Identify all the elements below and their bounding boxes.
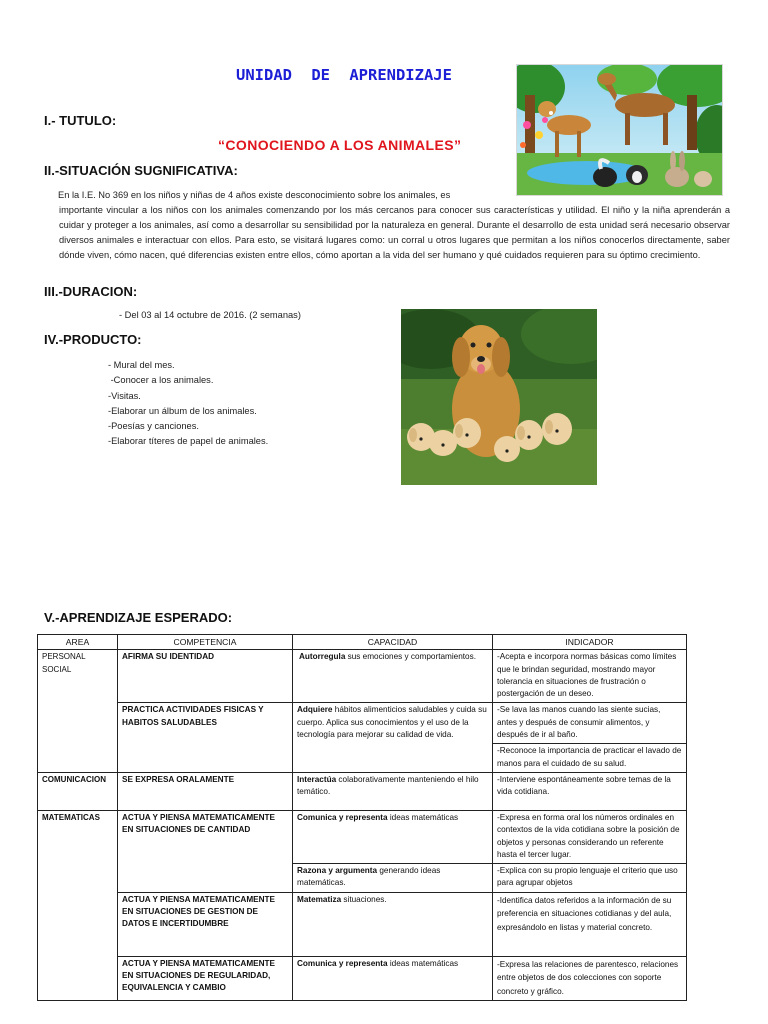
learning-table (37, 634, 687, 1001)
document-title: UNIDAD DE APRENDIZAJE (236, 66, 452, 84)
deer-cartoon-illustration (516, 64, 723, 196)
capacidad-text: ideas matemáticas (387, 958, 459, 968)
capacidad-cell (293, 810, 493, 863)
table-row (38, 956, 687, 1001)
dog-with-puppies-photo (401, 309, 597, 485)
section-5-heading: V.-APRENDIZAJE ESPERADO: (44, 610, 233, 625)
capacidad-keyword: Interactúa (297, 774, 337, 784)
section-2-heading: II.-SITUACIÓN SUGNIFICATIVA: (44, 163, 238, 178)
product-item: -Elaborar un álbum de los animales. (108, 405, 257, 416)
duration-text: - Del 03 al 14 octubre de 2016. (2 semanas) (119, 310, 301, 320)
capacidad-keyword: Razona y argumenta (297, 866, 378, 876)
capacidad-cell (293, 772, 493, 810)
table-row (38, 650, 687, 703)
section-4-heading: IV.-PRODUCTO: (44, 332, 142, 347)
product-item: -Elaborar títeres de papel de animales. (108, 436, 269, 447)
capacidad-cell (293, 650, 493, 703)
unit-subtitle: “CONOCIENDO A LOS ANIMALES” (218, 137, 462, 153)
product-item: -Poesías y canciones. (108, 421, 199, 432)
section-3-heading: III.-DURACION: (44, 284, 138, 299)
section-1-heading: I.- TUTULO: (44, 113, 117, 128)
competencia-cell: SE EXPRESA ORALAMENTE (118, 772, 293, 810)
indicador-cell: -Se lava las manos cuando las siente sucias, antes y después de consumir alimentos, y después de ir al baño. (493, 703, 687, 744)
product-item: -Conocer a los animales. (108, 375, 214, 386)
capacidad-text: situaciones. (341, 894, 387, 904)
indicador-cell: -Explica con su propio lenguaje el criterio que uso para agrupar objetos (493, 864, 687, 893)
header-indicador: INDICADOR (493, 635, 687, 650)
capacidad-text: hábitos alimenticios saludables y cuida su cuerpo. Aplica sus conocimientos y el uso de la tecnología para mejorar su calidad de vida. (297, 705, 487, 740)
product-item: - Mural del mes. (108, 360, 175, 370)
competencia-cell: AFIRMA SU IDENTIDAD (118, 650, 293, 703)
capacidad-keyword: Matematiza (297, 894, 342, 904)
area-cell: COMUNICACION (38, 772, 118, 810)
capacidad-keyword: Comunica y representa (297, 812, 388, 822)
competencia-cell: ACTUA Y PIENSA MATEMATICAMENTE EN SITUACIONES DE REGULARIDAD, EQUIVALENCIA Y CAMBIO (118, 956, 293, 1001)
header-capacidad: CAPACIDAD (293, 635, 493, 650)
capacidad-keyword: Comunica y representa (297, 958, 388, 968)
competencia-cell: ACTUA Y PIENSA MATEMATICAMENTE EN SITUACIONES DE CANTIDAD (118, 810, 293, 892)
competencia-cell: PRACTICA ACTIVIDADES FISICAS Y HABITOS SALUDABLES (118, 703, 293, 772)
table-row (38, 703, 687, 744)
indicador-cell: -Reconoce la importancia de practicar el lavado de manos para el cuidado de su salud. (493, 744, 687, 773)
capacidad-keyword: Adquiere (297, 705, 333, 715)
table-row (38, 892, 687, 956)
header-area: AREA (38, 635, 118, 650)
header-competencia: COMPETENCIA (118, 635, 293, 650)
situation-text (58, 188, 730, 263)
indicador-cell: -Identifica datos referidos a la información de su preferencia en situaciones cotidianas y del aula, expresándolo en listas y material concreto. (493, 892, 687, 956)
area-cell: MATEMATICAS (38, 810, 118, 1000)
indicador-cell: -Interviene espontáneamente sobre temas de la vida cotidiana. (493, 772, 687, 810)
capacidad-text: colaborativamente manteniendo el hilo temático. (297, 774, 479, 797)
capacidad-text: generando ideas matemáticas. (297, 866, 441, 888)
indicador-cell: -Acepta e incorpora normas básicas como límites que le brindan seguridad, mostrando mayor tolerancia en situaciones de frustración o postergación de un deseo. (493, 650, 687, 703)
capacidad-cell (293, 864, 493, 893)
capacidad-text: sus emociones y comportamientos. (345, 652, 476, 662)
capacidad-cell (293, 956, 493, 1001)
table-row (38, 810, 687, 863)
capacidad-keyword: Autorregula (297, 652, 346, 662)
situation-first-line: En la I.E. No 369 en los niños y niñas de 4 años existe desconocimiento sobre los animales, es (58, 190, 451, 200)
table-row (38, 772, 687, 810)
situation-paragraph: importante vincular a los niños con los animales comenzando por los más cercanos para conocer sus características y utilidad. El niño y la niña aprenderán a cuidar y proteger a los animales, así como a desarrollar su sensibilidad por la naturaleza en general. Durante el desarrollo de esta unidad será necesario observar diversos animales e interactuar con ellos. Para esto, se visitará lugares como: un corral u otros lugares que permitan a los niños conocerlos directamente, saber dónde viven, cómo nacen, qué diferencias existen entre ellos, cómo aportan a la vida del ser humano y qué cuidados requieren para su óptimo crecimiento. (59, 205, 730, 260)
indicador-cell: -Expresa las relaciones de parentesco, relaciones entre objetos de dos colecciones con soporte concreto y gráfico. (493, 956, 687, 1001)
capacidad-cell (293, 703, 493, 772)
competencia-cell: ACTUA Y PIENSA MATEMATICAMENTE EN SITUACIONES DE GESTION DE DATOS E INCERTIDUMBRE (118, 892, 293, 956)
indicador-cell: -Expresa en forma oral los números ordinales en contextos de la vida cotidiana sobre la posición de objetos y personas considerando un referente hasta el tercer lugar. (493, 810, 687, 863)
capacidad-cell (293, 892, 493, 956)
area-cell: PERSONAL SOCIAL (38, 650, 118, 773)
capacidad-text: ideas matemáticas (387, 812, 459, 822)
product-item: -Visitas. (108, 390, 141, 401)
product-list (108, 358, 268, 450)
table-header-row (38, 635, 687, 650)
